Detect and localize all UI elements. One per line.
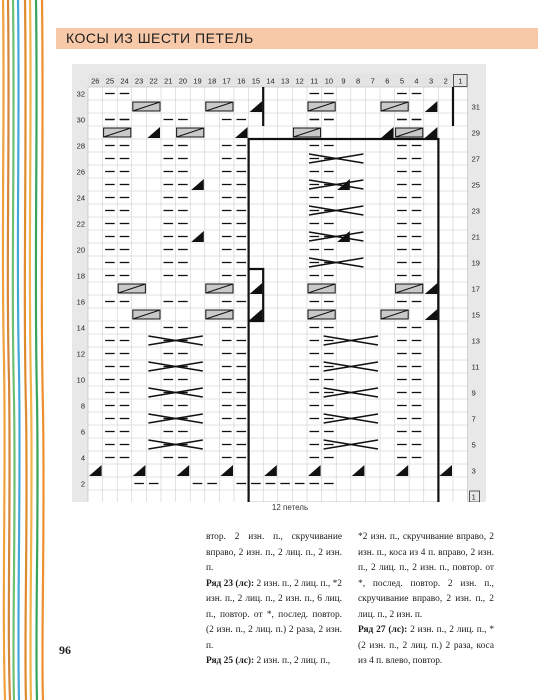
paragraph-text: *2 изн. п., скручивание вправо, 2 изн. п., коса из 4 п. вправо, 2 изн. п., 2 лиц. п., 2 изн. п., повтор. от *, послед. повтор. 2 изн. п., скручивание вправо, 2 изн. п., 2 лиц. п., 2 изн. п. [358,532,494,620]
column-number: 23 [134,76,144,86]
row-number-left: 16 [76,297,85,307]
row-number-right: 31 [471,102,480,112]
column-number: 20 [178,76,188,86]
row-number-left: 8 [80,401,85,411]
column-number: 5 [399,76,404,86]
column-number: 26 [91,76,100,86]
column-number: 13 [280,76,290,86]
row-number-left: 32 [76,89,85,99]
row-heading: Ряд 23 (лс): [206,578,255,589]
paragraph [206,577,342,655]
column-number: 24 [120,76,129,86]
page-number: 96 [59,643,71,657]
row-number-right: 23 [471,206,480,216]
column-number: 19 [193,76,202,86]
row-number-right: 5 [471,440,476,450]
column-number: 16 [237,76,246,86]
row-number-left: 28 [76,141,85,151]
paragraph [358,530,494,623]
column-number: 14 [266,76,275,86]
row-number-right: 19 [471,258,480,268]
row-number-right: 7 [471,414,476,424]
knitting-chart [72,64,486,502]
paragraph-text: 2 изн. п., 2 лиц. п., *2 изн. п., 2 лиц. п., 2 изн. п., 6 лиц. п., повтор. от *, послед. повтор. (2 изн. п., 2 лиц. п.) 2 раза, 2 изн. п. [206,578,342,651]
section-header-bar [56,28,538,49]
column-number: 18 [207,76,217,86]
paragraph-text: 2 изн. п., 2 лиц. п., [254,656,331,666]
column-number: 12 [295,76,304,86]
row-number-right: 21 [471,232,480,242]
row-number-left: 12 [76,349,85,359]
row-number-right: 3 [471,466,476,476]
column-number: 4 [414,76,419,86]
row-number-left: 22 [76,219,85,229]
paragraph [358,623,494,670]
paragraph [206,654,342,670]
paragraph-text: 2 изн. п., 2 лиц. п., *(2 изн. п., 2 лиц. п.) 2 раза, коса из 4 п. влево, повтор. [358,625,495,666]
row-number-left: 10 [76,375,85,385]
paragraph [206,530,342,577]
knitting-chart-svg [72,64,486,502]
row-number-right: 11 [471,362,480,372]
decorative-threads [0,0,48,700]
chart-caption: 12 петель [271,503,309,512]
row-number-left: 6 [80,427,85,437]
row-number-right: 15 [471,310,480,320]
column-number: 10 [324,76,334,86]
column-number: 21 [164,76,173,86]
column-header-strip [88,74,468,87]
row-number-right: 25 [471,180,480,190]
row-number-left: 2 [80,479,85,489]
row-number-right: 13 [471,336,480,346]
row-heading: Ряд 27 (лс): [358,625,408,635]
row-number-left: 30 [76,115,85,125]
column-number: 2 [443,76,448,86]
column-number: 8 [356,76,361,86]
column-number: 11 [310,76,319,86]
column-number: 3 [429,76,434,86]
text-column-left [206,530,342,670]
column-number: 17 [222,76,231,86]
column-number: 9 [341,76,346,86]
section-title: КОСЫ ИЗ ШЕСТИ ПЕТЕЛЬ [66,30,254,46]
row-number-left: 20 [76,245,85,255]
row-number-right: 29 [471,128,480,138]
paragraph-text: втор. 2 изн. п., скручивание вправо, 2 изн. п., 2 лиц. п., 2 изн. п. [206,532,342,573]
row-number-right: 9 [471,388,476,398]
text-column-right [358,530,494,670]
column-number: 6 [385,76,390,86]
row-number-left: 4 [80,453,85,463]
row-number-left: 26 [76,167,85,177]
column-number: 25 [105,76,115,86]
row-number-right: 17 [471,284,480,294]
row-number-left: 14 [76,323,85,333]
row-number-right: 1 [471,492,476,502]
row-number-left: 24 [76,193,85,203]
row-heading: Ряд 25 (лс): [206,656,255,666]
column-number: 22 [149,76,158,86]
row-number-left: 18 [76,271,85,281]
column-number: 1 [458,76,463,86]
column-number: 7 [370,76,375,86]
column-number: 15 [251,76,261,86]
row-number-right: 27 [471,154,480,164]
